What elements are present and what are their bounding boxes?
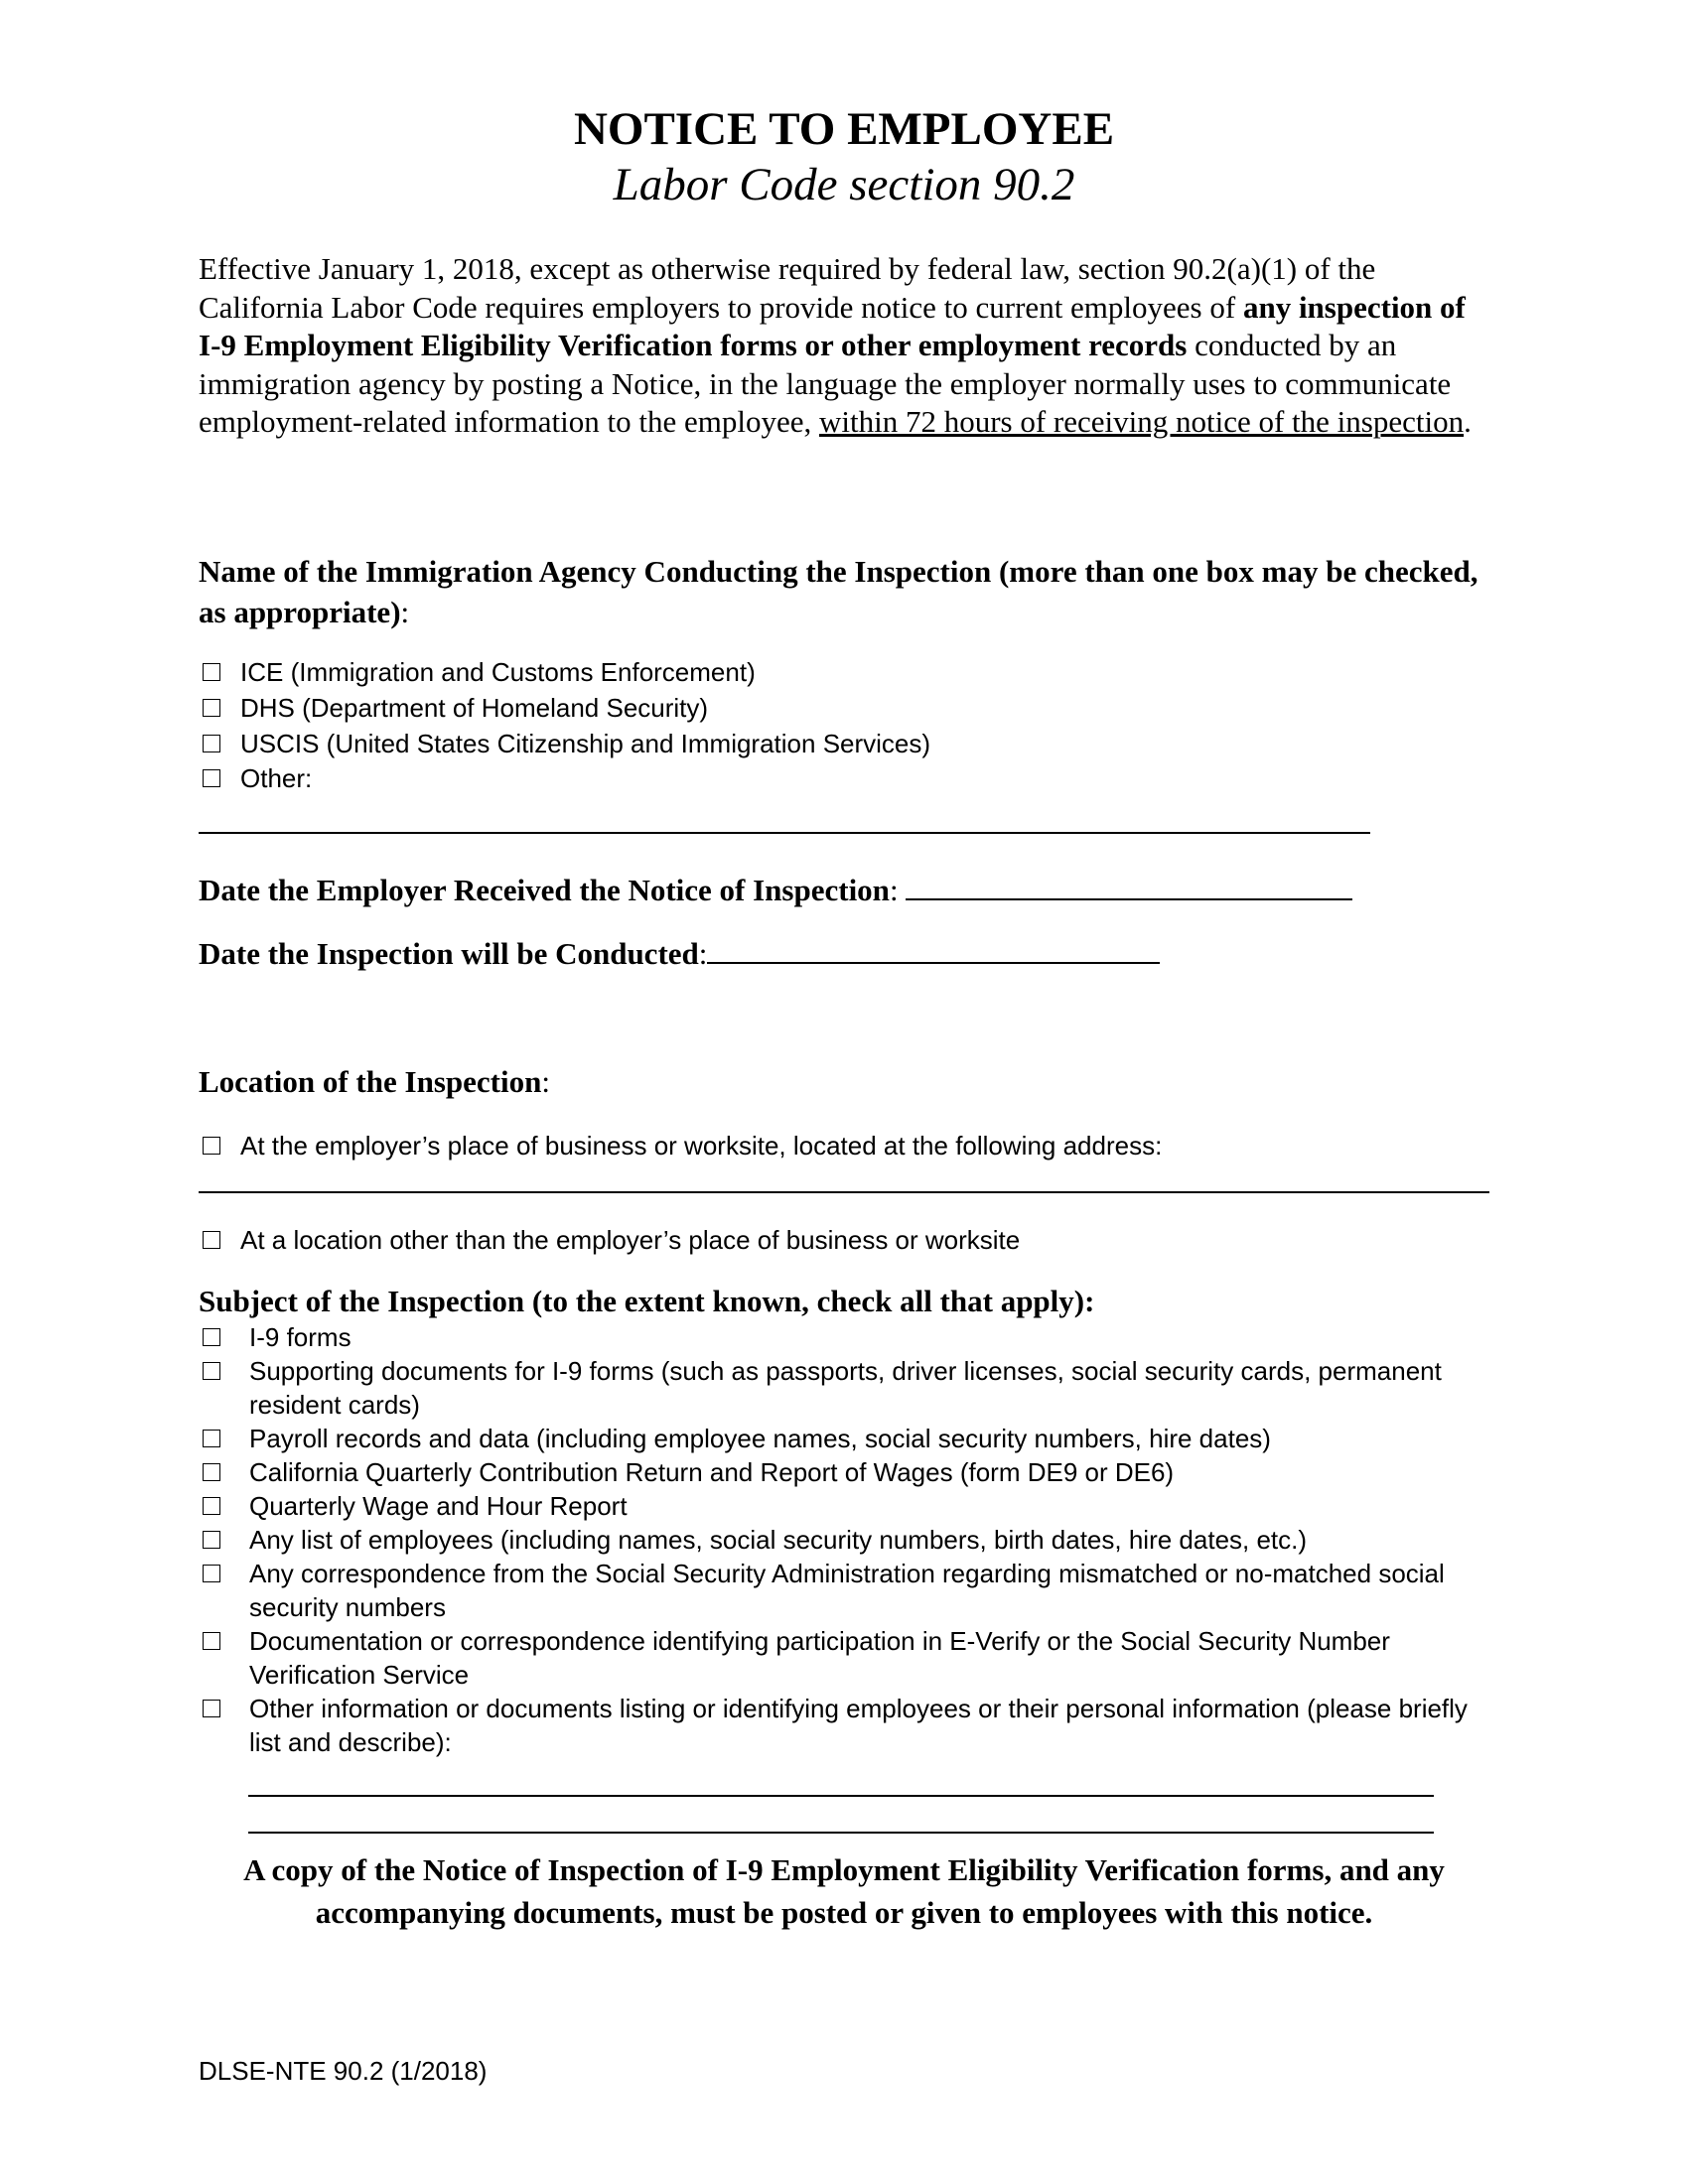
- checkbox[interactable]: [203, 1700, 220, 1717]
- location-option-other[interactable]: [203, 1222, 1020, 1258]
- checkbox[interactable]: [203, 769, 220, 787]
- subject-describe-line-2[interactable]: [248, 1832, 1434, 1834]
- subject-option-label: Documentation or correspondence identifying participation in E-Verify or the Social Security Number Verification Service: [249, 1626, 1390, 1690]
- date-conducted-label: Date the Inspection will be Conducted: [199, 936, 699, 971]
- location-option-label: At a location other than the employer’s place of business or worksite: [240, 1225, 1021, 1255]
- date-conducted-field: [199, 934, 1160, 974]
- subject-option-label: California Quarterly Contribution Return and Report of Wages (form DE9 or DE6): [249, 1457, 1175, 1487]
- page-subtitle: Labor Code section 90.2: [613, 159, 1075, 210]
- checkbox[interactable]: [203, 699, 220, 717]
- agency-option-label: ICE (Immigration and Customs Enforcement): [240, 657, 756, 687]
- agency-option-dhs[interactable]: [203, 691, 1493, 727]
- subject-option-everify[interactable]: [203, 1624, 1483, 1692]
- location-heading-colon: :: [541, 1064, 550, 1099]
- page-title: NOTICE TO EMPLOYEE: [573, 103, 1115, 155]
- agency-options: [203, 655, 1493, 797]
- agency-heading-text: Name of the Immigration Agency Conducting the Inspection (more than one box may be checked, as appropriate): [199, 554, 1478, 629]
- agency-option-label: DHS (Department of Homeland Security): [240, 692, 709, 723]
- subject-option-other[interactable]: [203, 1692, 1483, 1759]
- subject-option-label: I-9 forms: [249, 1322, 352, 1352]
- intro-text-1: Effective January 1, 2018, except as otherwise required by federal law, section 90.2(a)(1) of the California Labor Code requires employers to provide notice to current employees of: [199, 251, 1376, 325]
- intro-end: .: [1464, 404, 1472, 439]
- checkbox[interactable]: [203, 735, 220, 752]
- agency-option-label: Other:: [240, 763, 313, 794]
- checkbox[interactable]: [203, 1362, 220, 1380]
- checkbox[interactable]: [203, 1328, 220, 1346]
- intro-text-2: conducted by an immigration agency by posting a Notice, in the language the employer normally uses to communicate employment-related information to the employee,: [199, 328, 1452, 439]
- date-conducted-colon: :: [698, 936, 708, 971]
- agency-option-uscis[interactable]: [203, 727, 1493, 762]
- date-received-colon: :: [889, 873, 899, 907]
- subject-option-i9[interactable]: [203, 1320, 1483, 1354]
- date-received-label: Date the Employer Received the Notice of Inspection: [199, 873, 890, 907]
- date-received-blank[interactable]: [906, 873, 1352, 900]
- checkbox[interactable]: [203, 1565, 220, 1582]
- subject-option-label: Quarterly Wage and Hour Report: [249, 1491, 628, 1521]
- subject-option-wage-report[interactable]: [203, 1489, 1483, 1523]
- subject-option-ssa[interactable]: [203, 1557, 1483, 1624]
- subject-option-label: Any correspondence from the Social Security Administration regarding mismatched or no-matched social security numbers: [249, 1559, 1445, 1622]
- agency-other-line[interactable]: [199, 832, 1370, 834]
- subject-option-payroll[interactable]: [203, 1422, 1483, 1455]
- location-address-line[interactable]: [199, 1191, 1489, 1193]
- location-option-label: At the employer’s place of business or worksite, located at the following address:: [240, 1131, 1163, 1160]
- checkbox[interactable]: [203, 1231, 220, 1249]
- closing-statement: A copy of the Notice of Inspection of I-9 Employment Eligibility Verification forms, and any accompanying documents, must be posted or given to employees with this notice.: [243, 1852, 1445, 1930]
- checkbox[interactable]: [203, 1137, 220, 1155]
- subject-heading: Subject of the Inspection (to the extent known, check all that apply):: [199, 1284, 1095, 1318]
- subject-option-label: Supporting documents for I-9 forms (such as passports, driver licenses, social security cards, permanent resident cards): [249, 1356, 1442, 1420]
- agency-heading: [199, 551, 1489, 632]
- agency-option-ice[interactable]: [203, 655, 1493, 691]
- subject-option-de9[interactable]: [203, 1455, 1483, 1489]
- date-received-field: [199, 871, 1352, 910]
- location-heading: [199, 1061, 1489, 1102]
- checkbox[interactable]: [203, 1632, 220, 1650]
- agency-option-label: USCIS (United States Citizenship and Immigration Services): [240, 728, 931, 758]
- date-conducted-blank[interactable]: [707, 936, 1160, 964]
- agency-option-other[interactable]: [203, 761, 1493, 797]
- location-heading-text: Location of the Inspection: [199, 1064, 542, 1099]
- checkbox[interactable]: [203, 1430, 220, 1447]
- checkbox[interactable]: [203, 1531, 220, 1549]
- subject-option-label: Payroll records and data (including employee names, social security numbers, hire dates): [249, 1424, 1271, 1453]
- checkbox[interactable]: [203, 1463, 220, 1481]
- subject-option-employee-list[interactable]: [203, 1523, 1483, 1557]
- subject-describe-line-1[interactable]: [248, 1795, 1434, 1797]
- subject-option-label: Other information or documents listing or identifying employees or their personal information (please briefly list and describe):: [249, 1694, 1468, 1757]
- subject-options: [203, 1320, 1483, 1759]
- subject-option-supporting-docs[interactable]: [203, 1354, 1483, 1422]
- location-option-employer[interactable]: [203, 1128, 1162, 1163]
- checkbox[interactable]: [203, 1497, 220, 1515]
- agency-heading-colon: :: [400, 595, 410, 629]
- intro-paragraph: [199, 250, 1489, 442]
- intro-bold-text: any inspection of I-9 Employment Eligibility Verification forms or other employment records: [199, 289, 1466, 362]
- form-identifier: DLSE-NTE 90.2 (1/2018): [199, 2056, 488, 2086]
- checkbox[interactable]: [203, 663, 220, 681]
- intro-deadline-text: within 72 hours of receiving notice of the inspection: [818, 404, 1465, 439]
- subject-option-label: Any list of employees (including names, social security numbers, birth dates, hire dates, etc.): [249, 1525, 1308, 1555]
